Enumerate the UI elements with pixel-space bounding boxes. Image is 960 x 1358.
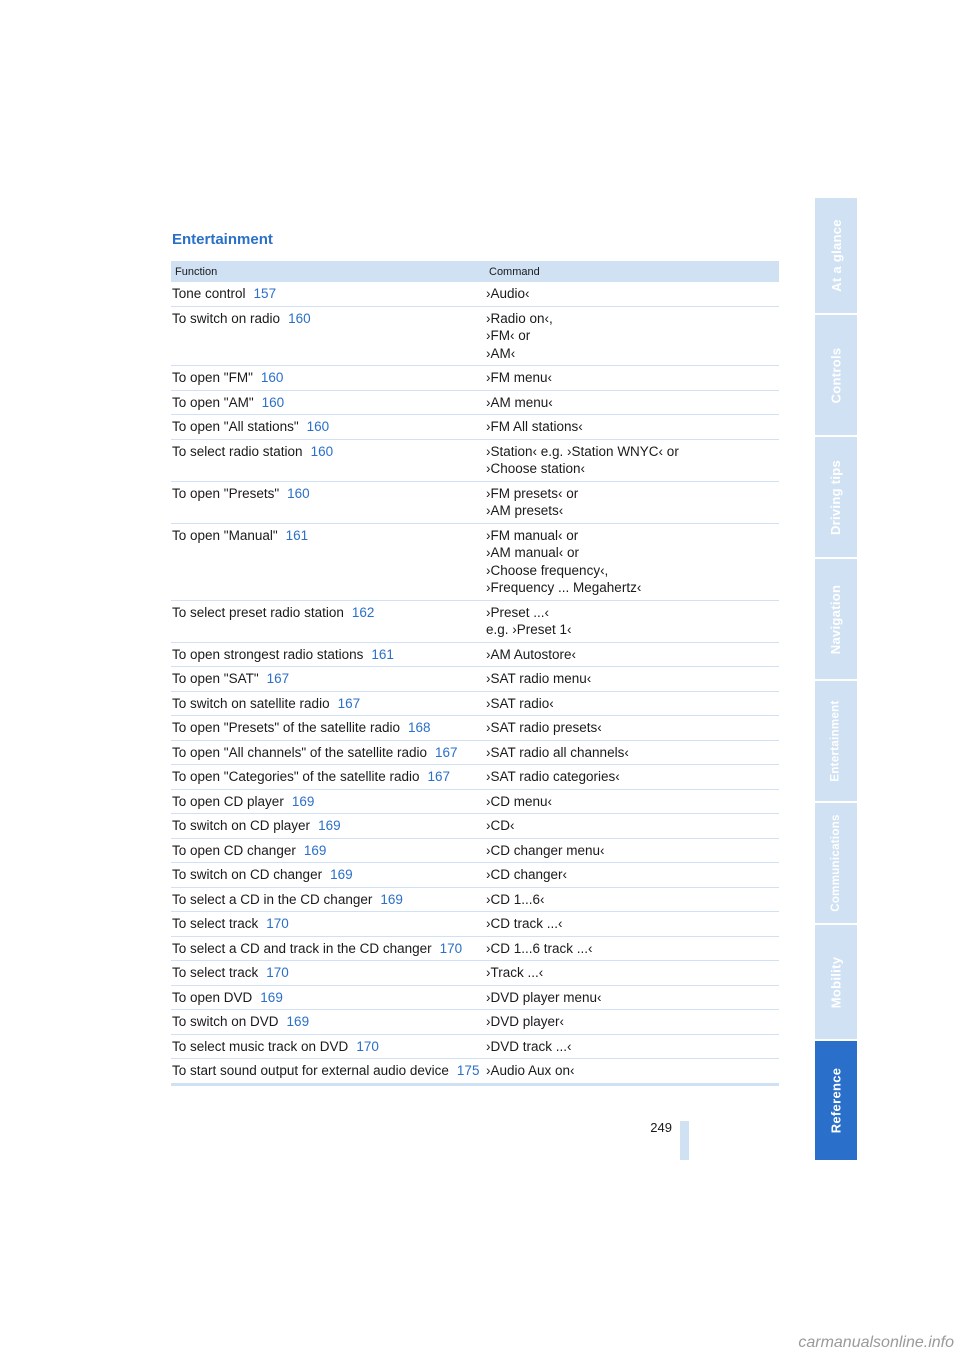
function-cell	[171, 866, 486, 884]
table-row	[171, 765, 779, 790]
sidebar-tab-navigation[interactable]	[815, 559, 857, 679]
table-row	[171, 667, 779, 692]
function-text: To switch on satellite radio	[172, 695, 330, 711]
voice-command: ›CD 1...6 track ...‹	[486, 940, 593, 956]
page-reference-link[interactable]: 169	[286, 1014, 310, 1029]
voice-command: ›FM manual‹ or	[486, 527, 579, 543]
function-text: To switch on CD player	[172, 818, 311, 833]
voice-command: ›Frequency ... Megahertz‹	[486, 580, 642, 595]
command-cell	[486, 310, 779, 363]
voice-command: ›AM‹	[486, 345, 516, 361]
voice-command: ›AM menu‹	[486, 394, 553, 410]
voice-command: ›FM‹ or	[486, 328, 531, 343]
page-reference-link[interactable]: 169	[291, 793, 315, 809]
voice-command: ›SAT radio all channels‹	[486, 744, 629, 760]
page-reference-link[interactable]: 157	[253, 286, 277, 301]
function-text: To switch on DVD	[172, 1014, 279, 1029]
voice-command: ›SAT radio categories‹	[486, 769, 620, 784]
voice-command: ›CD menu‹	[486, 793, 553, 809]
voice-command: ›CD‹	[486, 818, 515, 833]
watermark: carmanualsonline.info	[798, 1334, 954, 1351]
table-row	[171, 282, 779, 307]
function-text: To start sound output for external audio device	[172, 1063, 449, 1078]
command-cell	[486, 719, 779, 737]
voice-command: ›AM Autostore‹	[486, 646, 577, 662]
command-cell	[486, 891, 779, 909]
voice-command: ›Audio‹	[486, 286, 530, 301]
table-row	[171, 937, 779, 962]
voice-command: ›Radio on‹,	[486, 310, 553, 326]
table-row	[171, 961, 779, 986]
table-row	[171, 601, 779, 643]
function-text: To open "All channels" of the satellite radio	[172, 744, 427, 760]
page-number-bar	[680, 1121, 689, 1160]
table-row	[171, 1010, 779, 1035]
sidebar-tab-label: Communications	[830, 814, 842, 912]
function-cell	[171, 891, 486, 909]
command-cell	[486, 989, 779, 1007]
function-text: To select music track on DVD	[172, 1038, 349, 1054]
table-header	[171, 261, 779, 282]
table-row	[171, 839, 779, 864]
function-cell	[171, 768, 486, 786]
page-reference-link[interactable]: 167	[337, 695, 361, 711]
function-text: Tone control	[172, 286, 246, 301]
voice-command: ›Choose station‹	[486, 461, 586, 476]
voice-command: ›SAT radio presets‹	[486, 720, 602, 735]
function-text: To select a CD and track in the CD changer	[172, 940, 432, 956]
table-row	[171, 814, 779, 839]
voice-command: ›DVD track ...‹	[486, 1038, 572, 1054]
page-reference-link[interactable]: 169	[318, 818, 341, 833]
function-cell	[171, 989, 486, 1007]
function-text: To switch on radio	[172, 310, 281, 326]
sidebar-tab-label: Controls	[828, 347, 844, 403]
function-cell	[171, 793, 486, 811]
function-cell	[171, 527, 486, 597]
function-text: To select radio station	[172, 443, 303, 459]
command-cell	[486, 817, 779, 835]
voice-command: ›Track ...‹	[486, 965, 544, 980]
table-row	[171, 1059, 779, 1084]
function-cell	[171, 369, 486, 387]
function-cell	[171, 418, 486, 436]
function-cell	[171, 744, 486, 762]
function-cell	[171, 964, 486, 982]
function-cell	[171, 817, 486, 835]
header-command: Command	[489, 265, 540, 278]
function-cell	[171, 915, 486, 933]
function-cell	[171, 1062, 486, 1080]
function-text: To open CD changer	[172, 842, 296, 858]
sidebar-tab-label: Driving tips	[828, 459, 844, 535]
page-reference-link[interactable]: 160	[310, 443, 334, 459]
table-row	[171, 440, 779, 482]
command-table	[171, 261, 779, 1086]
voice-command: ›AM manual‹ or	[486, 545, 580, 560]
voice-command: ›CD track ...‹	[486, 916, 563, 931]
command-cell	[486, 418, 779, 436]
function-cell	[171, 695, 486, 713]
table-row	[171, 692, 779, 717]
function-cell	[171, 1038, 486, 1056]
command-cell	[486, 866, 779, 884]
page-reference-link[interactable]: 167	[266, 671, 290, 686]
function-cell	[171, 1013, 486, 1031]
voice-command: ›FM All stations‹	[486, 419, 583, 434]
table-row	[171, 643, 779, 668]
page-reference-link[interactable]: 170	[266, 965, 289, 980]
voice-command: ›FM menu‹	[486, 370, 553, 385]
voice-command: ›Audio Aux on‹	[486, 1063, 575, 1078]
table-row	[171, 307, 779, 367]
sidebar-tab-controls[interactable]	[815, 315, 857, 435]
table-row	[171, 524, 779, 601]
page-reference-link[interactable]: 168	[407, 720, 431, 735]
voice-command: ›CD changer menu‹	[486, 842, 605, 858]
table-row	[171, 741, 779, 766]
function-text: To open "Categories" of the satellite radio	[172, 769, 420, 784]
sidebar-tab-entertainment[interactable]	[815, 681, 857, 801]
function-text: To open "Presets" of the satellite radio	[172, 720, 400, 735]
function-cell	[171, 485, 486, 520]
function-text: To switch on CD changer	[172, 867, 323, 882]
table-row	[171, 415, 779, 440]
command-cell	[486, 964, 779, 982]
page-reference-link[interactable]: 169	[380, 891, 403, 907]
sidebar-tab-driving-tips[interactable]	[815, 437, 857, 557]
table-row	[171, 912, 779, 937]
voice-command: e.g. ›Preset 1‹	[486, 622, 572, 637]
page-reference-link[interactable]: 175	[456, 1063, 480, 1078]
command-cell	[486, 443, 779, 478]
voice-command: ›AM presets‹	[486, 503, 564, 518]
voice-command: ›Preset ...‹	[486, 604, 550, 620]
sidebar-tab-label: Mobility	[828, 956, 844, 1008]
page-reference-link[interactable]: 161	[371, 646, 394, 662]
table-row	[171, 1035, 779, 1060]
voice-command: ›SAT radio menu‹	[486, 671, 592, 686]
command-cell	[486, 915, 779, 933]
page-reference-link[interactable]: 161	[285, 527, 309, 543]
table-row	[171, 790, 779, 815]
page-reference-link[interactable]: 167	[427, 769, 451, 784]
function-cell	[171, 443, 486, 478]
page-number: 249	[650, 1120, 672, 1135]
section-title: Entertainment	[172, 231, 273, 248]
sidebar-tab-label: At a glance	[828, 219, 844, 292]
function-text: To select track	[172, 916, 259, 931]
function-text: To open CD player	[172, 793, 284, 809]
function-text: To open strongest radio stations	[172, 646, 364, 662]
function-text: To open "AM"	[172, 394, 254, 410]
voice-command: ›Station‹ e.g. ›Station WNYC‹ or	[486, 443, 679, 459]
command-cell	[486, 369, 779, 387]
function-text: To select preset radio station	[172, 604, 344, 620]
command-cell	[486, 485, 779, 520]
table-row	[171, 482, 779, 524]
command-cell	[486, 646, 779, 664]
command-cell	[486, 527, 779, 597]
page-reference-link[interactable]: 167	[435, 744, 458, 760]
function-text: To open "Manual"	[172, 527, 278, 543]
function-cell	[171, 842, 486, 860]
command-cell	[486, 768, 779, 786]
voice-command: ›FM presets‹ or	[486, 485, 579, 501]
function-cell	[171, 394, 486, 412]
function-cell	[171, 719, 486, 737]
voice-command: ›SAT radio‹	[486, 695, 554, 711]
function-cell	[171, 646, 486, 664]
table-bottom-rule	[171, 1084, 779, 1086]
command-cell	[486, 940, 779, 958]
sidebar-tab-mobility[interactable]	[815, 925, 857, 1039]
command-cell	[486, 604, 779, 639]
command-cell	[486, 394, 779, 412]
function-cell	[171, 940, 486, 958]
page-reference-link[interactable]: 169	[260, 989, 283, 1005]
table-row	[171, 986, 779, 1011]
page-reference-link[interactable]: 170	[266, 916, 289, 931]
table-row	[171, 366, 779, 391]
function-text: To open "Presets"	[172, 485, 280, 501]
page-reference-link[interactable]: 169	[330, 867, 353, 882]
chapter-sidebar	[815, 198, 857, 1160]
function-cell	[171, 310, 486, 363]
table-row	[171, 716, 779, 741]
function-cell	[171, 285, 486, 303]
sidebar-tab-reference[interactable]	[815, 1041, 857, 1160]
page-reference-link[interactable]: 170	[356, 1038, 379, 1054]
function-text: To open "SAT"	[172, 671, 259, 686]
command-cell	[486, 1013, 779, 1031]
sidebar-tab-label: Entertainment	[830, 700, 842, 782]
command-cell	[486, 285, 779, 303]
function-text: To open "All stations"	[172, 419, 299, 434]
command-cell	[486, 1062, 779, 1080]
page-reference-link[interactable]: 160	[288, 310, 311, 326]
header-function: Function	[175, 265, 218, 278]
page-reference-link[interactable]: 160	[260, 370, 284, 385]
table-body	[171, 282, 779, 1084]
sidebar-tab-label: Navigation	[828, 584, 844, 654]
voice-command: ›DVD player menu‹	[486, 989, 602, 1005]
page-reference-link[interactable]: 160	[287, 485, 310, 501]
sidebar-tab-label: Reference	[828, 1067, 844, 1134]
command-cell	[486, 793, 779, 811]
voice-command: ›Choose frequency‹,	[486, 562, 609, 578]
function-cell	[171, 670, 486, 688]
page-reference-link[interactable]: 162	[351, 604, 375, 620]
voice-command: ›DVD player‹	[486, 1014, 565, 1029]
function-text: To open "FM"	[172, 370, 253, 385]
command-cell	[486, 695, 779, 713]
table-row	[171, 391, 779, 416]
voice-command: ›CD changer‹	[486, 867, 568, 882]
function-text: To select a CD in the CD changer	[172, 891, 373, 907]
page-reference-link[interactable]: 170	[439, 940, 463, 956]
page-reference-link[interactable]: 160	[261, 394, 285, 410]
function-text: To open DVD	[172, 989, 253, 1005]
command-cell	[486, 842, 779, 860]
command-cell	[486, 1038, 779, 1056]
page-reference-link[interactable]: 169	[303, 842, 327, 858]
table-row	[171, 888, 779, 913]
table-row	[171, 863, 779, 888]
command-cell	[486, 670, 779, 688]
function-text: To select track	[172, 965, 259, 980]
page-reference-link[interactable]: 160	[306, 419, 330, 434]
sidebar-tab-at-a-glance[interactable]	[815, 198, 857, 313]
sidebar-tab-communications[interactable]	[815, 803, 857, 923]
function-cell	[171, 604, 486, 639]
voice-command: ›CD 1...6‹	[486, 891, 545, 907]
command-cell	[486, 744, 779, 762]
